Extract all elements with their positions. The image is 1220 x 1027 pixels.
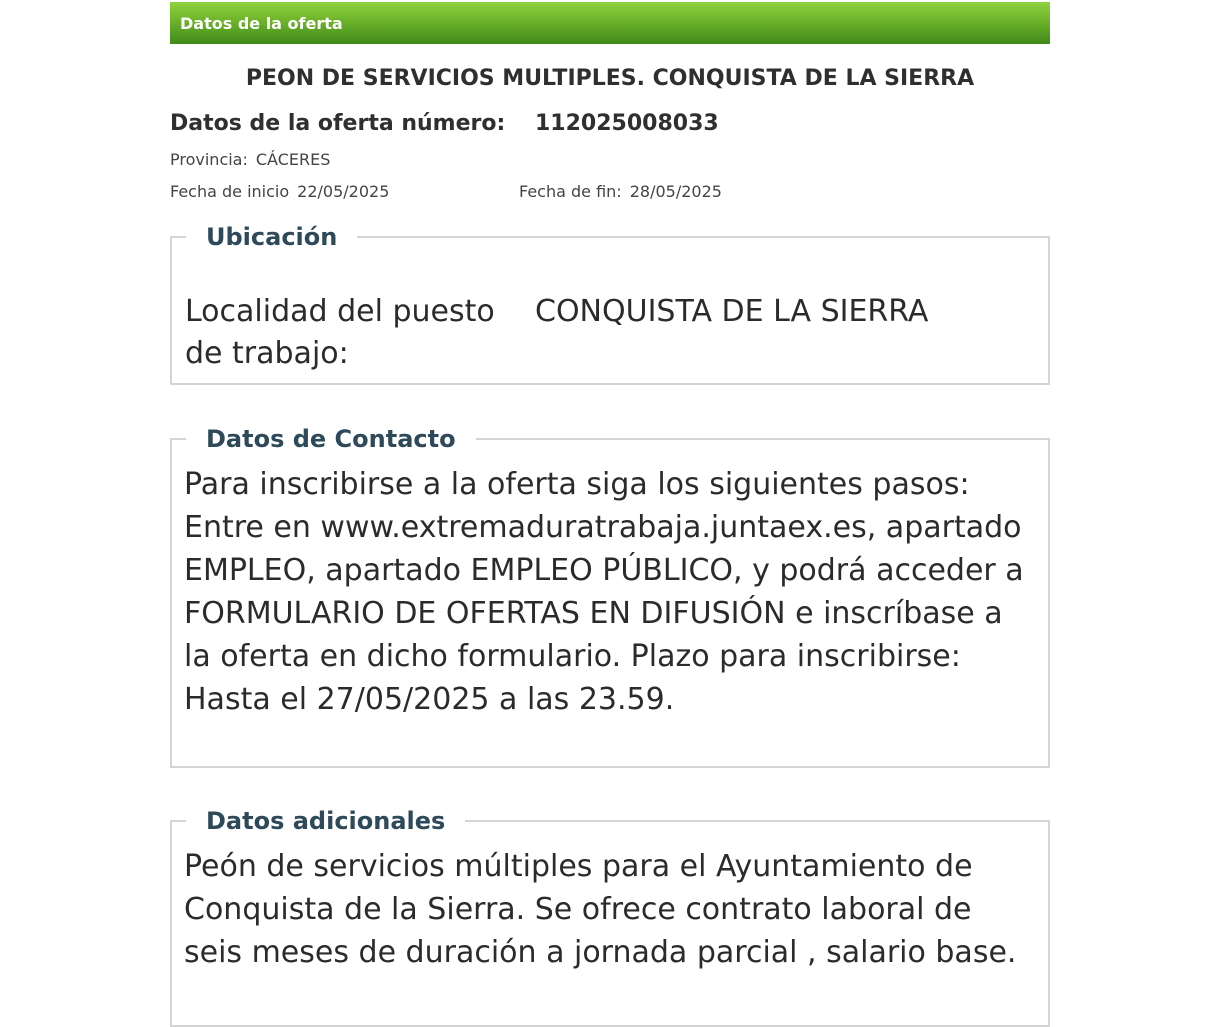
end-date-label: Fecha de fin: [519, 182, 622, 201]
province-label: Provincia: [170, 150, 248, 169]
section-header-bar [170, 2, 1050, 44]
offer-title: PEON DE SERVICIOS MULTIPLES. CONQUISTA DE LA SIERRA [245, 66, 975, 91]
start-date-label: Fecha de inicio [170, 182, 290, 201]
contact-legend: Datos de Contacto [206, 425, 456, 453]
additional-legend: Datos adicionales [206, 807, 446, 835]
start-date-value: 22/05/2025 [297, 182, 390, 201]
locality-label: Localidad del puesto de trabajo: [185, 294, 495, 371]
section-header-label: Datos de la oferta [180, 14, 343, 33]
start-date-row [170, 182, 389, 201]
additional-text: Peón de servicios múltiples para el Ayuntamiento de Conquista de la Sierra. Se ofrece contrato laboral de seis meses de duración a jornada parcial , salario base. [184, 849, 1017, 970]
province-row [170, 150, 330, 169]
offer-number-label: Datos de la oferta número: [170, 111, 506, 136]
additional-section [170, 807, 1050, 1027]
location-section [170, 223, 1050, 385]
end-date-value: 28/05/2025 [629, 182, 722, 201]
end-date-row [519, 182, 722, 201]
contact-text: Para inscribirse a la oferta siga los siguientes pasos: Entre en www.extremaduratrabaja.juntaex.es, apartado EMPLEO, apartado EMPLEO PÚBLICO, y podrá acceder a FORMULARIO DE OFERTAS EN DIFUSIÓN e inscríbase a la oferta en dicho formulario. Plazo para inscribirse: Hasta el 27/05/2025 a las 23.59. [184, 467, 1024, 717]
province-value: CÁCERES [255, 150, 331, 169]
offer-number-value: 112025008033 [535, 111, 719, 136]
contact-section [170, 425, 1050, 768]
locality-value: CONQUISTA DE LA SIERRA [535, 294, 929, 329]
location-legend: Ubicación [206, 223, 338, 251]
